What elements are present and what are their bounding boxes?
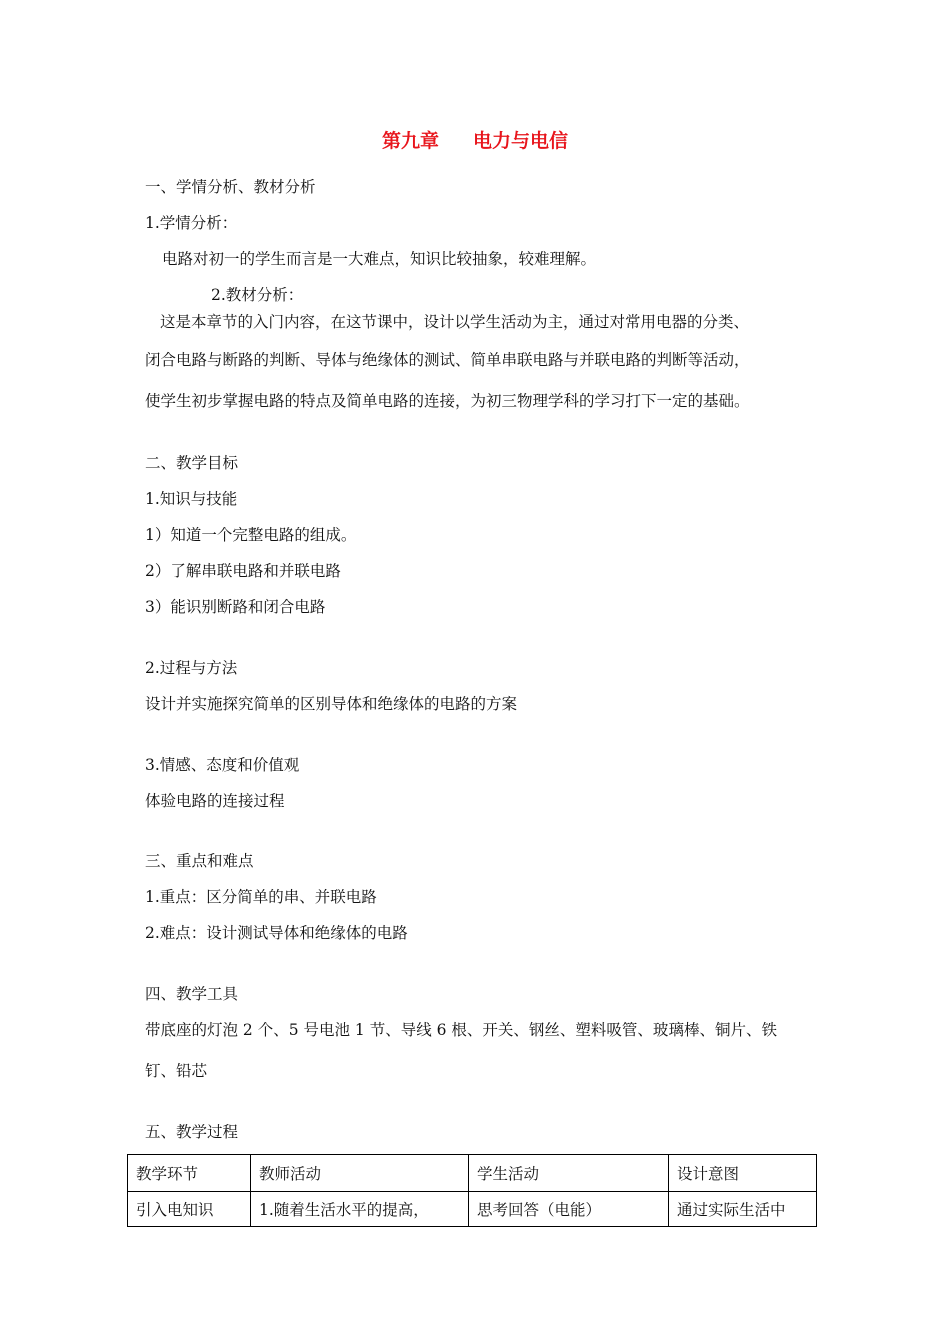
- table-cell: 通过实际生活中: [669, 1192, 817, 1227]
- paragraph-tools-line-1: 带底座的灯泡 2 个、5 号电池 1 节、导线 6 根、开关、钢丝、塑料吸管、玻璃棒、铜片、铁: [145, 1021, 777, 1039]
- paragraph-values: 体验电路的连接过程: [145, 792, 285, 810]
- paragraph-process: 设计并实施探究简单的区别导体和绝缘体的电路的方案: [145, 695, 518, 713]
- section-heading-4: 四、教学工具: [145, 985, 239, 1003]
- section-heading-3: 三、重点和难点: [145, 852, 254, 870]
- list-item: 2）了解串联电路和并联电路: [145, 562, 341, 580]
- document-title: [0, 126, 950, 153]
- title-chapter: 第九章: [381, 130, 439, 152]
- subheading-material-analysis: 2.教材分析：: [211, 286, 304, 304]
- title-name: 电力与电信: [473, 130, 569, 152]
- list-item: 1）知道一个完整电路的组成。: [145, 526, 357, 544]
- teaching-process-table: [127, 1154, 817, 1227]
- table-header-cell: 设计意图: [669, 1155, 817, 1192]
- list-item: 1.重点：区分简单的串、并联电路: [145, 888, 377, 906]
- subheading-process: 2.过程与方法: [145, 659, 238, 677]
- table-cell: 1.随着生活水平的提高，: [251, 1192, 469, 1227]
- table-cell: 引入电知识: [128, 1192, 251, 1227]
- table-row: [128, 1192, 817, 1227]
- paragraph-material-line-2: 闭合电路与断路的判断、导体与绝缘体的测试、简单串联电路与并联电路的判断等活动，: [145, 351, 750, 369]
- list-item: 3）能识别断路和闭合电路: [145, 598, 326, 616]
- table-header-cell: 教学环节: [128, 1155, 251, 1192]
- paragraph-material-line-1: 这是本章节的入门内容，在这节课中，设计以学生活动为主，通过对常用电器的分类、: [160, 313, 750, 331]
- paragraph-student-analysis: 电路对初一的学生而言是一大难点，知识比较抽象，较难理解。: [162, 250, 597, 268]
- table-header-cell: 学生活动: [469, 1155, 669, 1192]
- section-heading-5: 五、教学过程: [145, 1123, 239, 1141]
- subheading-knowledge: 1.知识与技能: [145, 490, 238, 508]
- table-cell: 思考回答（电能）: [469, 1192, 669, 1227]
- subheading-student-analysis: 1.学情分析：: [145, 214, 238, 232]
- table-header-row: [128, 1155, 817, 1192]
- table-header-cell: 教师活动: [251, 1155, 469, 1192]
- section-heading-1: 一、学情分析、教材分析: [145, 178, 316, 196]
- paragraph-material-line-3: 使学生初步掌握电路的特点及简单电路的连接，为初三物理学科的学习打下一定的基础。: [145, 392, 750, 410]
- section-heading-2: 二、教学目标: [145, 454, 239, 472]
- subheading-values: 3.情感、态度和价值观: [145, 756, 300, 774]
- list-item: 2.难点：设计测试导体和绝缘体的电路: [145, 924, 408, 942]
- paragraph-tools-line-2: 钉、铅芯: [145, 1062, 208, 1080]
